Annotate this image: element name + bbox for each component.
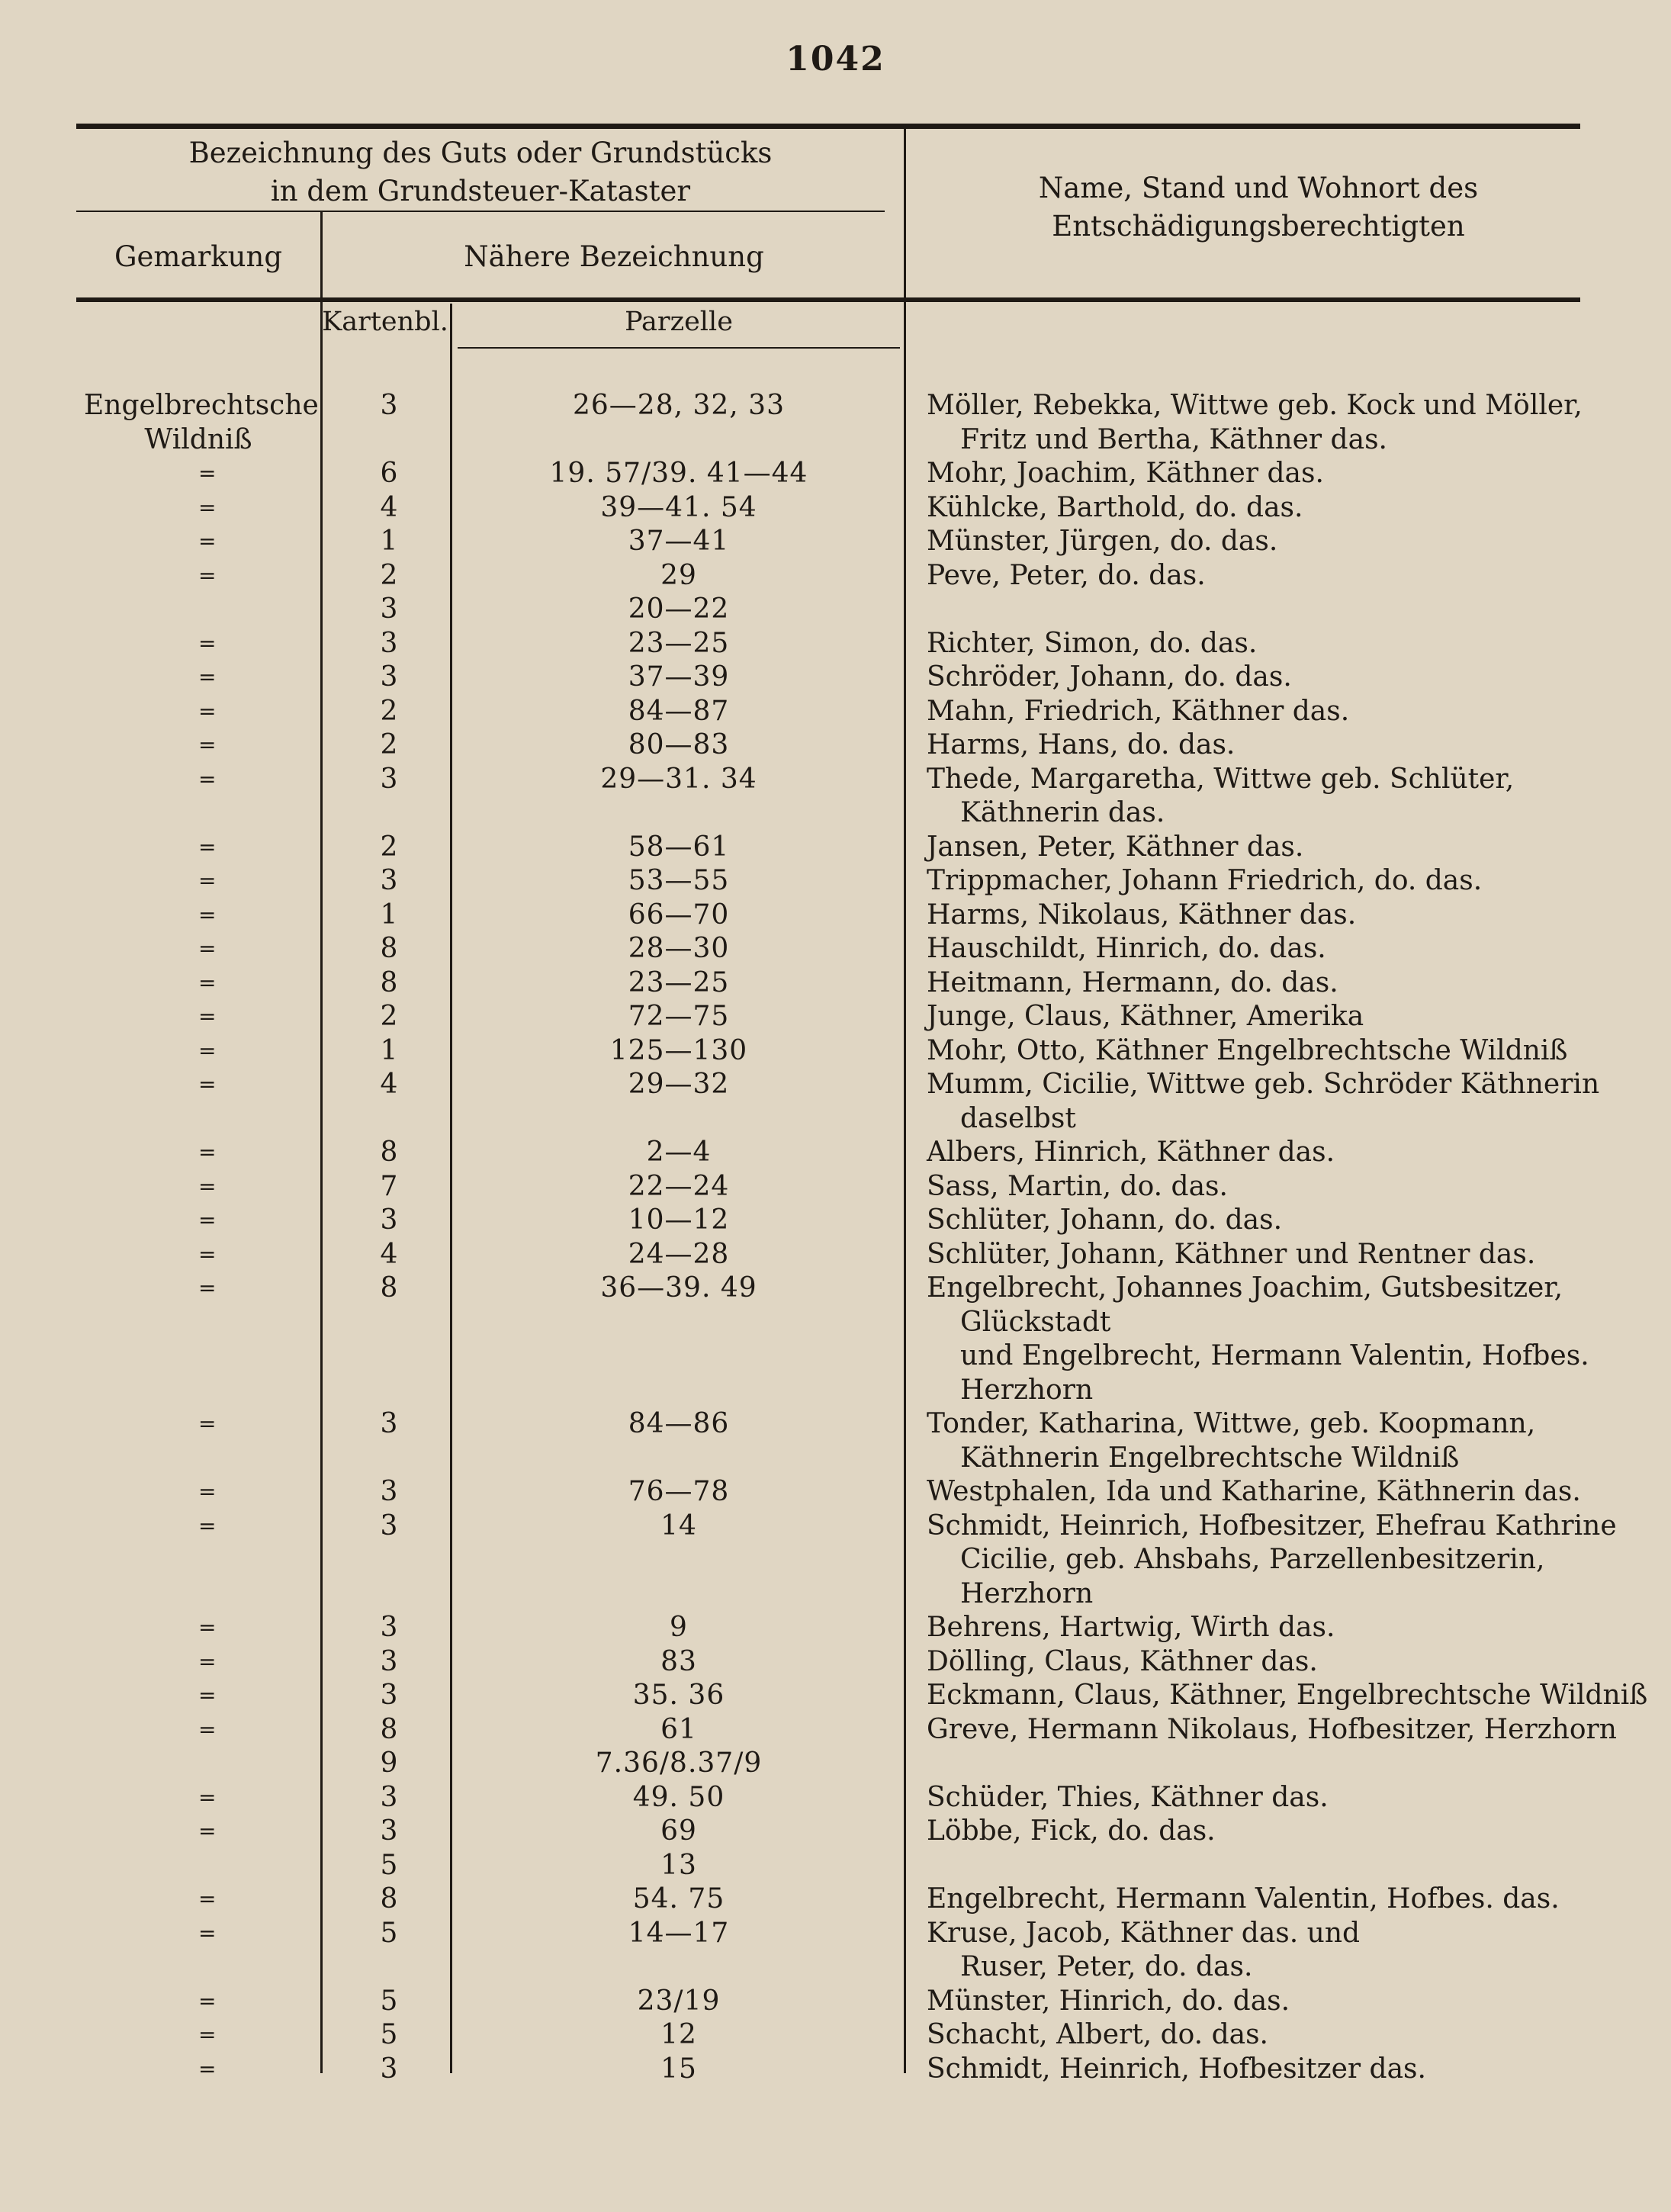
table-row [0, 661, 1671, 695]
kartenblatt-cell: 9 [380, 1747, 398, 1779]
table-row [0, 1985, 1671, 2019]
parzelle-cell: 39—41. 54 [600, 491, 757, 523]
table-row [0, 1000, 1671, 1034]
parzelle-cell: 49. 50 [632, 1781, 725, 1813]
parzelle-cell: 84—86 [628, 1408, 730, 1439]
gemarkung-cell: = [198, 562, 217, 588]
table-row [0, 1781, 1671, 1815]
kartenblatt-cell: 8 [380, 1137, 398, 1168]
table-row [0, 1475, 1671, 1509]
parzelle-cell: 37—41 [628, 526, 730, 557]
header-group-title: Bezeichnung des Guts oder Grundstücks in dem Grundsteuer-Kataster [188, 137, 773, 207]
parzelle-cell: 54. 75 [632, 1883, 725, 1915]
name-line: Mumm, Cicilie, Wittwe geb. Schröder Käthnerin [927, 1069, 1600, 1100]
name-line: Behrens, Hartwig, Wirth das. [927, 1612, 1335, 1643]
kartenblatt-cell: 2 [380, 831, 398, 863]
name-cell [927, 932, 1598, 966]
parzelle-cell: 24—28 [628, 1238, 730, 1270]
kartenblatt-cell: 3 [380, 1815, 398, 1847]
kartenblatt-cell: 2 [380, 695, 398, 727]
table-row [0, 491, 1671, 526]
kartenblatt-cell: 3 [380, 1408, 398, 1439]
gemarkung-cell: = [198, 1615, 217, 1640]
parzelle-cell: 20—22 [628, 593, 730, 625]
gemarkung-cell: = [198, 1818, 217, 1844]
name-line: Junge, Claus, Käthner, Amerika [927, 1001, 1364, 1032]
gemarkung-cell: = [198, 2022, 217, 2047]
gemarkung-cell: = [198, 1716, 217, 1742]
table-row [0, 1272, 1671, 1407]
kartenblatt-cell: 3 [380, 1204, 398, 1236]
kartenblatt-cell: 2 [380, 1001, 398, 1032]
table-row [0, 1407, 1671, 1475]
parzelle-cell: 15 [660, 2053, 697, 2085]
table-row [0, 763, 1671, 831]
kartenblatt-cell: 3 [380, 1476, 398, 1507]
table-row [0, 1645, 1671, 1680]
name-continuation-line: und Engelbrecht, Hermann Valentin, Hofbes. [960, 1340, 1589, 1371]
table-row [0, 1747, 1671, 1781]
kartenblatt-cell: 1 [380, 899, 398, 931]
name-line: Heitmann, Hermann, do. das. [927, 966, 1338, 998]
kartenblatt-cell: 2 [380, 559, 398, 591]
parzelle-cell: 29—32 [628, 1069, 730, 1100]
kartenblatt-cell: 3 [380, 763, 398, 795]
name-line: Münster, Jürgen, do. das. [927, 526, 1278, 557]
header-gemarkung: Gemarkung [114, 240, 283, 273]
gemarkung-cell: = [198, 1479, 217, 1504]
gemarkung-cell: = [198, 2056, 217, 2082]
kartenblatt-cell: 3 [380, 865, 398, 896]
parzelle-cell: 19. 57/39. 41—44 [549, 458, 808, 489]
name-cell [927, 627, 1598, 661]
parzelle-cell: 37—39 [628, 661, 730, 693]
group-underline [76, 211, 885, 212]
parzelle-cell: 23—25 [628, 966, 730, 998]
name-line: Dölling, Claus, Käthner das. [927, 1645, 1318, 1677]
name-cell [927, 899, 1598, 933]
name-cell [927, 1238, 1598, 1272]
gemarkung-cell: = [198, 1648, 217, 1674]
name-line: Kühlcke, Barthold, do. das. [927, 491, 1303, 523]
table-row [0, 559, 1671, 593]
table-row [0, 1204, 1671, 1238]
parzelle-cell: 36—39. 49 [600, 1272, 757, 1304]
parzelle-cell: 10—12 [628, 1204, 730, 1236]
name-cell [927, 1985, 1598, 2019]
parzelle-cell: 53—55 [628, 865, 730, 896]
name-line: Tonder, Katharina, Wittwe, geb. Koopmann, [927, 1408, 1536, 1439]
kartenblatt-cell: 3 [380, 1645, 398, 1677]
kartenblatt-cell: 4 [380, 491, 398, 523]
name-cell [927, 966, 1598, 1001]
name-cell [927, 1917, 1598, 1985]
kartenblatt-cell: 6 [380, 458, 398, 489]
name-cell [927, 1000, 1598, 1034]
gemarkung-cell: = [198, 969, 217, 995]
table-body [0, 389, 1671, 2086]
name-cell [927, 525, 1598, 559]
kartenblatt-cell: 3 [380, 1612, 398, 1643]
kartenblatt-cell: 5 [380, 2019, 398, 2050]
parzelle-cell: 2—4 [646, 1137, 712, 1168]
name-cell [927, 728, 1598, 763]
parzelle-cell: 76—78 [628, 1476, 730, 1507]
name-continuation-line: Käthnerin das. [960, 797, 1165, 828]
name-cell [927, 1849, 1598, 1883]
name-line: Münster, Hinrich, do. das. [927, 1985, 1290, 2017]
name-line: Greve, Hermann Nikolaus, Hofbesitzer, Herzhorn [927, 1713, 1617, 1745]
name-cell [927, 1679, 1648, 1713]
name-line: Schlüter, Johann, Käthner und Rentner das. [927, 1238, 1536, 1270]
top-rule [76, 124, 1580, 129]
name-line: Engelbrecht, Johannes Joachim, Gutsbesitzer, [927, 1272, 1563, 1304]
name-line: Richter, Simon, do. das. [927, 627, 1258, 659]
parzelle-cell: 29 [660, 559, 697, 591]
table-row [0, 1815, 1671, 1849]
name-line: Trippmacher, Johann Friedrich, do. das. [927, 865, 1483, 896]
name-continuation-line: Fritz und Bertha, Käthner das. [960, 423, 1387, 455]
header-naehere-bezeichnung: Nähere Bezeichnung [464, 240, 764, 273]
name-cell [927, 457, 1598, 491]
name-line: Möller, Rebekka, Wittwe geb. Kock und Möller, [927, 390, 1583, 421]
parzelle-cell: 22—24 [628, 1170, 730, 1202]
parzelle-cell: 125—130 [609, 1034, 748, 1066]
gemarkung-cell: = [198, 1275, 217, 1301]
gemarkung-cell: = [198, 732, 217, 757]
gemarkung-cell: = [198, 1037, 217, 1063]
name-cell [927, 831, 1598, 865]
table-row [0, 627, 1671, 661]
gemarkung-cell: = [198, 1173, 217, 1199]
name-continuation-line: Ruser, Peter, do. das. [960, 1951, 1253, 1982]
table-row [0, 1170, 1671, 1204]
name-cell [927, 1204, 1598, 1238]
kartenblatt-cell: 1 [380, 526, 398, 557]
table-row [0, 1679, 1671, 1713]
parzelle-cell: 83 [660, 1645, 697, 1677]
table-row [0, 2053, 1671, 2087]
name-line: Mohr, Joachim, Käthner das. [927, 458, 1324, 489]
parzelle-cell: 84—87 [628, 695, 730, 727]
name-line: Schmidt, Heinrich, Hofbesitzer, Ehefrau Kathrine [927, 1509, 1617, 1542]
gemarkung-cell: = [198, 1784, 217, 1810]
name-line: Schacht, Albert, do. das. [927, 2019, 1268, 2050]
table-row [0, 1136, 1671, 1170]
kartenblatt-cell: 3 [380, 390, 398, 421]
table-row [0, 966, 1671, 1001]
kartenblatt-cell: 3 [380, 627, 398, 659]
name-cell [927, 1713, 1617, 1747]
gemarkung-cell: = [198, 1241, 217, 1267]
name-continuation-line: Cicilie, geb. Ahsbahs, Parzellenbesitzerin, [960, 1544, 1545, 1575]
name-continuation-line: Herzhorn [960, 1577, 1094, 1609]
name-cell [927, 559, 1598, 593]
parzelle-cell: 14 [660, 1509, 697, 1542]
kartenblatt-cell: 8 [380, 1713, 398, 1745]
header-bottom-rule [76, 297, 1580, 302]
kartenblatt-cell: 3 [380, 593, 398, 625]
table-row [0, 525, 1671, 559]
name-cell [927, 1170, 1598, 1204]
name-line: Jansen, Peter, Käthner das. [927, 831, 1304, 863]
table-row [0, 593, 1671, 627]
name-cell [927, 661, 1598, 695]
name-cell [927, 864, 1598, 899]
name-cell [927, 1034, 1598, 1069]
gemarkung-cell: = [198, 529, 217, 554]
kartenblatt-cell: 8 [380, 1883, 398, 1915]
kartenblatt-cell: 2 [380, 729, 398, 760]
gemarkung-cell: = [198, 1004, 217, 1029]
table-row [0, 1611, 1671, 1645]
table-row [0, 1034, 1671, 1069]
gemarkung-cell: = [198, 936, 217, 961]
gemarkung-cell: = [198, 1988, 217, 2014]
table-row [0, 932, 1671, 966]
table-row [0, 1917, 1671, 1985]
kartenblatt-cell: 4 [380, 1238, 398, 1270]
header-name-stand-wohnort: Name, Stand und Wohnort des Entschädigungsberechtigten [1038, 172, 1479, 243]
gemarkung-cell: = [198, 1886, 217, 1911]
kartenblatt-cell: 3 [380, 1781, 398, 1813]
name-line: Mahn, Friedrich, Käthner das. [927, 695, 1350, 727]
name-line: Hauschildt, Hinrich, do. das. [927, 933, 1326, 964]
name-cell [927, 2018, 1598, 2053]
name-line: Schlüter, Johann, do. das. [927, 1204, 1283, 1236]
name-cell [927, 1747, 1598, 1781]
name-line: Löbbe, Fick, do. das. [927, 1815, 1216, 1847]
table-row [0, 389, 1671, 457]
name-cell [927, 593, 1598, 627]
table-row [0, 1238, 1671, 1272]
kartenblatt-cell: 4 [380, 1069, 398, 1100]
table-row [0, 1713, 1671, 1747]
name-continuation-line: Glückstadt [960, 1306, 1111, 1338]
parzelle-cell: 23/19 [637, 1985, 721, 2017]
kartenblatt-cell: 3 [380, 1680, 398, 1711]
gemarkung-cell: = [198, 630, 217, 656]
parzelle-cell: 12 [660, 2019, 697, 2050]
table-row [0, 2018, 1671, 2053]
name-line: Thede, Margaretha, Wittwe geb. Schlüter, [927, 763, 1515, 795]
parzelle-cell: 14—17 [628, 1917, 730, 1949]
gemarkung-cell: = [198, 494, 217, 520]
kartenblatt-cell: 3 [380, 1509, 398, 1542]
gemarkung-cell: = [198, 1683, 217, 1708]
name-line: Kruse, Jacob, Käthner das. und [927, 1917, 1361, 1949]
name-line: Sass, Martin, do. das. [927, 1170, 1228, 1202]
parzelle-cell: 9 [670, 1612, 688, 1643]
name-cell [927, 1815, 1598, 1849]
parzelle-cell: 72—75 [628, 1001, 730, 1032]
gemarkung-cell: = [198, 834, 217, 860]
name-cell [927, 1136, 1598, 1170]
name-cell [927, 1611, 1598, 1645]
name-cell [927, 1475, 1598, 1509]
name-cell [927, 1068, 1598, 1136]
gemarkung-cell: = [198, 1072, 217, 1097]
parzelle-cell: 7.36/8.37/9 [595, 1747, 763, 1779]
name-line: Peve, Peter, do. das. [927, 559, 1206, 591]
name-line: Engelbrecht, Hermann Valentin, Hofbes. das. [927, 1883, 1560, 1915]
name-cell [927, 1781, 1598, 1815]
kartenblatt-cell: 8 [380, 933, 398, 964]
table-row [0, 1509, 1671, 1612]
name-cell [927, 763, 1598, 831]
parzelle-cell: 29—31. 34 [600, 763, 757, 795]
parzelle-cell: 80—83 [628, 729, 730, 760]
name-cell [927, 389, 1598, 457]
kartenblatt-cell: 5 [380, 1849, 398, 1881]
name-line: Schüder, Thies, Käthner das. [927, 1781, 1329, 1813]
page-number: 1042 [786, 40, 885, 79]
parzelle-cell: 23—25 [628, 627, 730, 659]
kartenblatt-cell: 8 [380, 1272, 398, 1304]
parzelle-cell: 13 [660, 1849, 697, 1881]
gemarkung-cell: = [198, 766, 217, 792]
name-line: Harms, Hans, do. das. [927, 729, 1236, 760]
table-row [0, 1068, 1671, 1136]
parzelle-cell: 35. 36 [632, 1680, 725, 1711]
name-line: Mohr, Otto, Käthner Engelbrechtsche Wildniß [927, 1034, 1568, 1066]
subheader-parzelle: Parzelle [625, 307, 733, 337]
subheader-underline [458, 347, 900, 349]
name-cell [927, 1407, 1598, 1475]
name-line: Harms, Nikolaus, Käthner das. [927, 899, 1357, 931]
name-cell [927, 1509, 1617, 1612]
name-line: Schmidt, Heinrich, Hofbesitzer das. [927, 2053, 1426, 2085]
gemarkung-cell: = [198, 1140, 217, 1165]
table-row [0, 695, 1671, 729]
table-row [0, 1849, 1671, 1883]
name-continuation-line: Herzhorn [960, 1374, 1094, 1406]
kartenblatt-cell: 3 [380, 661, 398, 693]
name-cell [927, 491, 1598, 526]
parzelle-cell: 58—61 [628, 831, 730, 863]
gemarkung-cell: = [198, 1207, 217, 1233]
kartenblatt-cell: 5 [380, 1917, 398, 1949]
name-cell [927, 1882, 1598, 1917]
name-line: Schröder, Johann, do. das. [927, 661, 1292, 693]
kartenblatt-cell: 5 [380, 1985, 398, 2017]
gemarkung-cell: = [198, 664, 217, 690]
table-row [0, 864, 1671, 899]
table-row [0, 831, 1671, 865]
name-continuation-line: Käthnerin Engelbrechtsche Wildniß [960, 1442, 1460, 1474]
name-cell [927, 1645, 1598, 1680]
name-line: Albers, Hinrich, Käthner das. [927, 1137, 1335, 1168]
gemarkung-cell: = [198, 1920, 217, 1946]
gemarkung-cell: = [198, 1513, 217, 1538]
name-cell [927, 1272, 1598, 1407]
name-line: Westphalen, Ida und Katharine, Käthnerin das. [927, 1476, 1581, 1507]
kartenblatt-cell: 3 [380, 2053, 398, 2085]
gemarkung-cell: = [198, 868, 217, 893]
table-row [0, 457, 1671, 491]
table-row [0, 899, 1671, 933]
gemarkung-cell: = [198, 902, 217, 928]
name-line: Eckmann, Claus, Käthner, Engelbrechtsche Wildniß [927, 1680, 1648, 1711]
parzelle-cell: 69 [660, 1815, 697, 1847]
kartenblatt-cell: 8 [380, 966, 398, 998]
parzelle-cell: 66—70 [628, 899, 730, 931]
name-cell [927, 695, 1598, 729]
name-continuation-line: daselbst [960, 1102, 1076, 1134]
parzelle-cell: 28—30 [628, 933, 730, 964]
kartenblatt-cell: 7 [380, 1170, 398, 1202]
parzelle-cell: 61 [660, 1713, 697, 1745]
kartenblatt-cell: 1 [380, 1034, 398, 1066]
gemarkung-cell: Engelbrechtsche Wildniß [84, 390, 319, 455]
name-cell [927, 2053, 1598, 2087]
gemarkung-cell: = [198, 1411, 217, 1436]
parzelle-cell: 26—28, 32, 33 [572, 390, 785, 421]
table-row [0, 728, 1671, 763]
gemarkung-cell: = [198, 461, 217, 486]
table-row [0, 1882, 1671, 1917]
gemarkung-cell: = [198, 698, 217, 724]
subheader-kartenblatt: Kartenbl. [322, 307, 448, 337]
